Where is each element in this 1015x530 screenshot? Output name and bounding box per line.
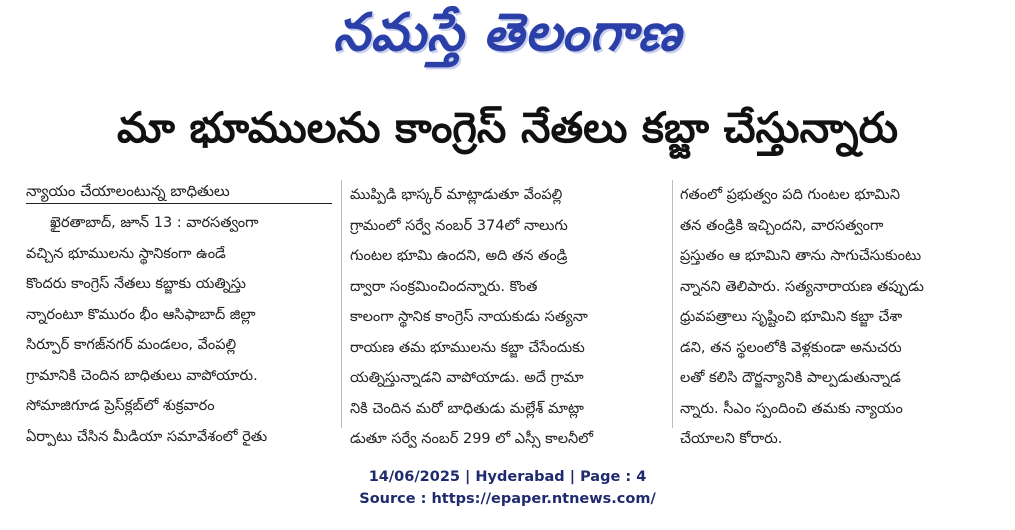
column-line: ఏర్పాటు చేసిన మీడియా సమావేశంలో రైతు xyxy=(26,428,268,445)
column-line: సోమాజిగూడ ప్రెస్‌క్లబ్‌లో శుక్రవారం xyxy=(26,398,215,414)
footer-dateline: 14/06/2025 | Hyderabad | Page : 4 xyxy=(368,469,647,485)
column-divider xyxy=(341,180,342,428)
column-line: లతో కలిసి దౌర్జన్యానికి పాల్పడుతున్నాడ xyxy=(680,370,901,386)
column-line: వచ్చిన భూములను స్థానికంగా ఉండే xyxy=(26,245,226,262)
article-column-3 xyxy=(680,180,992,455)
column-line: యత్నిస్తున్నాడని వాపోయాడు. అదే గ్రామా xyxy=(350,370,584,386)
column-line: సిర్పూర్ కాగజ్‌నగర్ మండలం, వేంపల్లి xyxy=(26,337,237,353)
column-line: ధ్రువపత్రాలు సృష్టించి భూమిని కబ్జా చేశా xyxy=(680,309,903,325)
footer-source: Source : https://epaper.ntnews.com/ xyxy=(359,491,656,507)
column-line: గ్రామంలో సర్వే నంబర్ 374లో నాలుగు xyxy=(350,217,568,234)
column-line: రాయణ తమ భూములను కబ్జా చేసేందుకు xyxy=(350,339,585,356)
column-line: ద్వారా సంక్రమించిందన్నారు. కొంత xyxy=(350,278,538,295)
column-line: గతంలో ప్రభుత్వం పది గుంటల భూమిని xyxy=(680,187,900,203)
column-line: డుతూ సర్వే నంబర్ 299 లో ఎస్సీ కాలనీలో xyxy=(350,431,594,447)
masthead-title: నమస్తే తెలంగాణ xyxy=(333,2,682,63)
article-subheadline: న్యాయం చేయాలంటున్న బాధితులు xyxy=(26,180,332,204)
article-column-1 xyxy=(26,208,332,452)
column-line: న్నానని తెలిపారు. సత్యనారాయణ తప్పుడు xyxy=(680,278,924,295)
column-line: న్నారంటూ కొమురం భీం ఆసిఫాబాద్ జిల్లా xyxy=(26,306,256,323)
column-line: తన తండ్రికి ఇచ్చిందని, వారసత్వంగా xyxy=(680,217,884,234)
column-line: కాలంగా స్థానిక కాంగ్రెస్ నాయకుడు సత్యనా xyxy=(350,309,588,325)
column-line: న్నారు. సీఎం స్పందించి తమకు న్యాయం xyxy=(680,400,903,417)
page-footer xyxy=(0,466,1015,510)
column-divider xyxy=(672,180,673,428)
headline-text: మా భూములను కాంగ్రెస్ నేతలు కబ్జా చేస్తున్నారు xyxy=(116,103,899,152)
column-line: చేయాలని కోరారు. xyxy=(680,431,783,447)
newspaper-masthead xyxy=(0,4,1015,74)
column-line: గ్రామానికి చెందిన బాధితులు వాపోయారు. xyxy=(26,367,258,384)
column-line: ప్రస్తుతం ఆ భూమిని తాను సాగుచేసుకుంటు xyxy=(680,248,922,264)
article-headline xyxy=(0,98,1015,168)
column-line: ఖైరతాబాద్, జూన్ 13 : వారసత్వంగా xyxy=(50,215,259,231)
column-line: కొందరు కాంగ్రెస్ నేతలు కబ్జాకు యత్నిస్తు xyxy=(26,276,246,292)
article-column-2 xyxy=(350,180,664,455)
column-line: ముప్పిడి భాస్కర్ మాట్లాడుతూ వేంపల్లి xyxy=(350,187,563,203)
column-line: డని, తన స్థలంలోకి వెళ్లకుండా అనుచరు xyxy=(680,339,902,356)
column-line: గుంటల భూమి ఉందని, అది తన తండ్రి xyxy=(350,248,568,264)
column-line: నికి చెందిన మరో బాధితుడు మల్లేశ్ మాట్లా xyxy=(350,400,584,417)
